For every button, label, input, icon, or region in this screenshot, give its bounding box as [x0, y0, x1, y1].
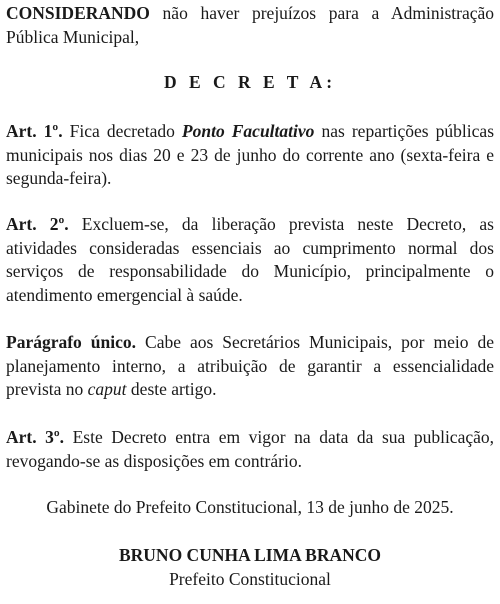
article-2-text: Excluem-se, da liberação prevista neste Decreto, as atividades consideradas essenciais ao cumprimento normal dos serviços de responsabilidade do Município, principalmente o atendimento emergencial à saúde. — [6, 214, 494, 305]
article-2 — [6, 213, 494, 307]
signatory-title: Prefeito Constitucional — [169, 569, 331, 589]
article-1-lead: Art. 1º. — [6, 121, 63, 141]
article-3-lead: Art. 3º. — [6, 427, 65, 447]
considerando-paragraph — [6, 2, 494, 49]
decreta-heading: D E C R E T A: — [163, 72, 337, 92]
article-1-emphasis: Ponto Facultativo — [181, 121, 315, 141]
considerando-text: não haver prejuízos para a Administração Pública Municipal, — [6, 3, 494, 47]
article-1 — [6, 120, 494, 191]
paragrafo-text-b: deste artigo. — [126, 379, 217, 399]
article-1-text-b: nas repartições públicas municipais nos dias 20 e 23 de junho do corrente ano (sexta-feira e segunda-feira). — [6, 121, 494, 188]
article-2-lead: Art. 2º. — [6, 214, 69, 234]
paragrafo-lead: Parágrafo único. — [6, 332, 137, 352]
signatory-name: BRUNO CUNHA LIMA BRANCO — [118, 545, 382, 565]
article-3-text: Este Decreto entra em vigor na data da sua publicação, revogando-se as disposições em contrário. — [6, 427, 494, 471]
closing-line: Gabinete do Prefeito Constitucional, 13 de junho de 2025. — [46, 497, 454, 517]
considerando-lead: CONSIDERANDO — [6, 3, 150, 23]
paragrafo-unico — [6, 331, 494, 402]
article-3 — [6, 426, 494, 473]
paragrafo-text-a: Cabe aos Secretários Municipais, por meio de planejamento interno, a atribuição de garantir a essencialidade prevista no — [6, 332, 494, 399]
article-1-text-a: Fica decretado — [62, 121, 182, 141]
paragrafo-emphasis: caput — [87, 379, 127, 399]
